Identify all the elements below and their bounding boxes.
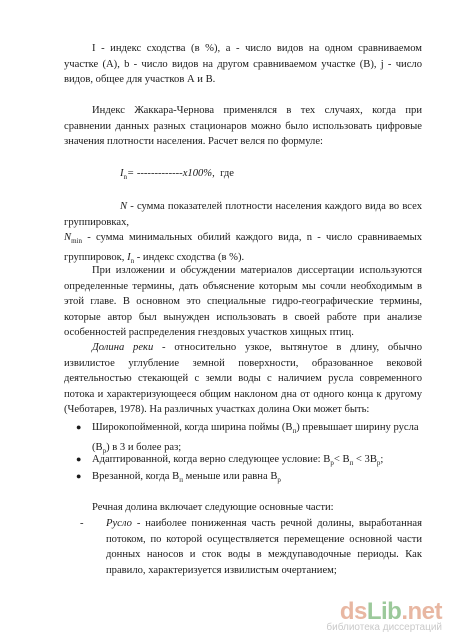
- list-item: ● Широкопойменной, когда ширина поймы $(В_п)$ превышает ширину русла $(В_р)$ в 3 и более раз;: [76, 422, 419, 455]
- bullet-icon: ●: [76, 471, 82, 481]
- list-item: - Русло - наиболее пониженная часть речной долины, выработанная потоком, по которой осуществляется перемещение основной части донных наносов и сток воды в междупаводочные периоды. Как правило, характеризуется извилистым очертанием;: [80, 518, 422, 576]
- paragraph-terms: При изложении и обсуждении материалов диссертации используются определенные термины, дать объяснение которым мы сочли необходимым в этой главе. В основном это специальные гидро-географические термины, которые автор был вынужден использовать в своей работе при анализе особенностей распределения гнездовых участков хищных птиц.: [64, 265, 422, 339]
- paragraph-river-valley: Долина реки - относительно узкое, вытянутое в длину, обычно извилистое углубление земной поверхности, образованное вековой деятельностью стекающей с земли воды с наличием русла современного потока и характеризующееся общим наклоном дна от одного конца к другому (Чеботарев, 1978). На различных участках долина Оки может быть:: [64, 342, 422, 416]
- paragraph-index-definitions: I - индекс сходства (в %), а - число видов на одном сравниваемом участке (А), b - число видов на другом сравниваемом участке (В), j - число видов, общее для участков А и В.: [64, 43, 422, 86]
- paragraph-formula-definitions: N - сумма показателей плотности населения каждого вида во всех группировках, $N_{min}$ - сумма минимальных обилий каждого вида, n - число сравниваемых группировок, $I_n$ - индекс сходства (в %).: [64, 201, 422, 265]
- paragraph-jaccard: Индекс Жаккара-Чернова применялся в тех случаях, когда при сравнении данных разных стационаров можно было использовать цифровые значения плотности населения. Расчет велся по формуле:: [64, 105, 422, 148]
- formula: $I_n= -------------х100\%$, где: [120, 168, 234, 182]
- list-item: ● Врезанной, когда $В_п$ меньше или равна $В_р$: [76, 471, 281, 485]
- dash-bullet: -: [80, 518, 84, 529]
- bullet-icon: ●: [76, 454, 82, 464]
- watermark-logo: dsLib.net библиотека диссертаций: [326, 598, 442, 633]
- bullet-icon: ●: [76, 422, 82, 432]
- list-item: ● Адаптированной, когда верно следующее условие: $В_р< В_п < 3В_р$;: [76, 454, 384, 468]
- paragraph-valley-parts: Речная долина включает следующие основные части:: [92, 502, 334, 513]
